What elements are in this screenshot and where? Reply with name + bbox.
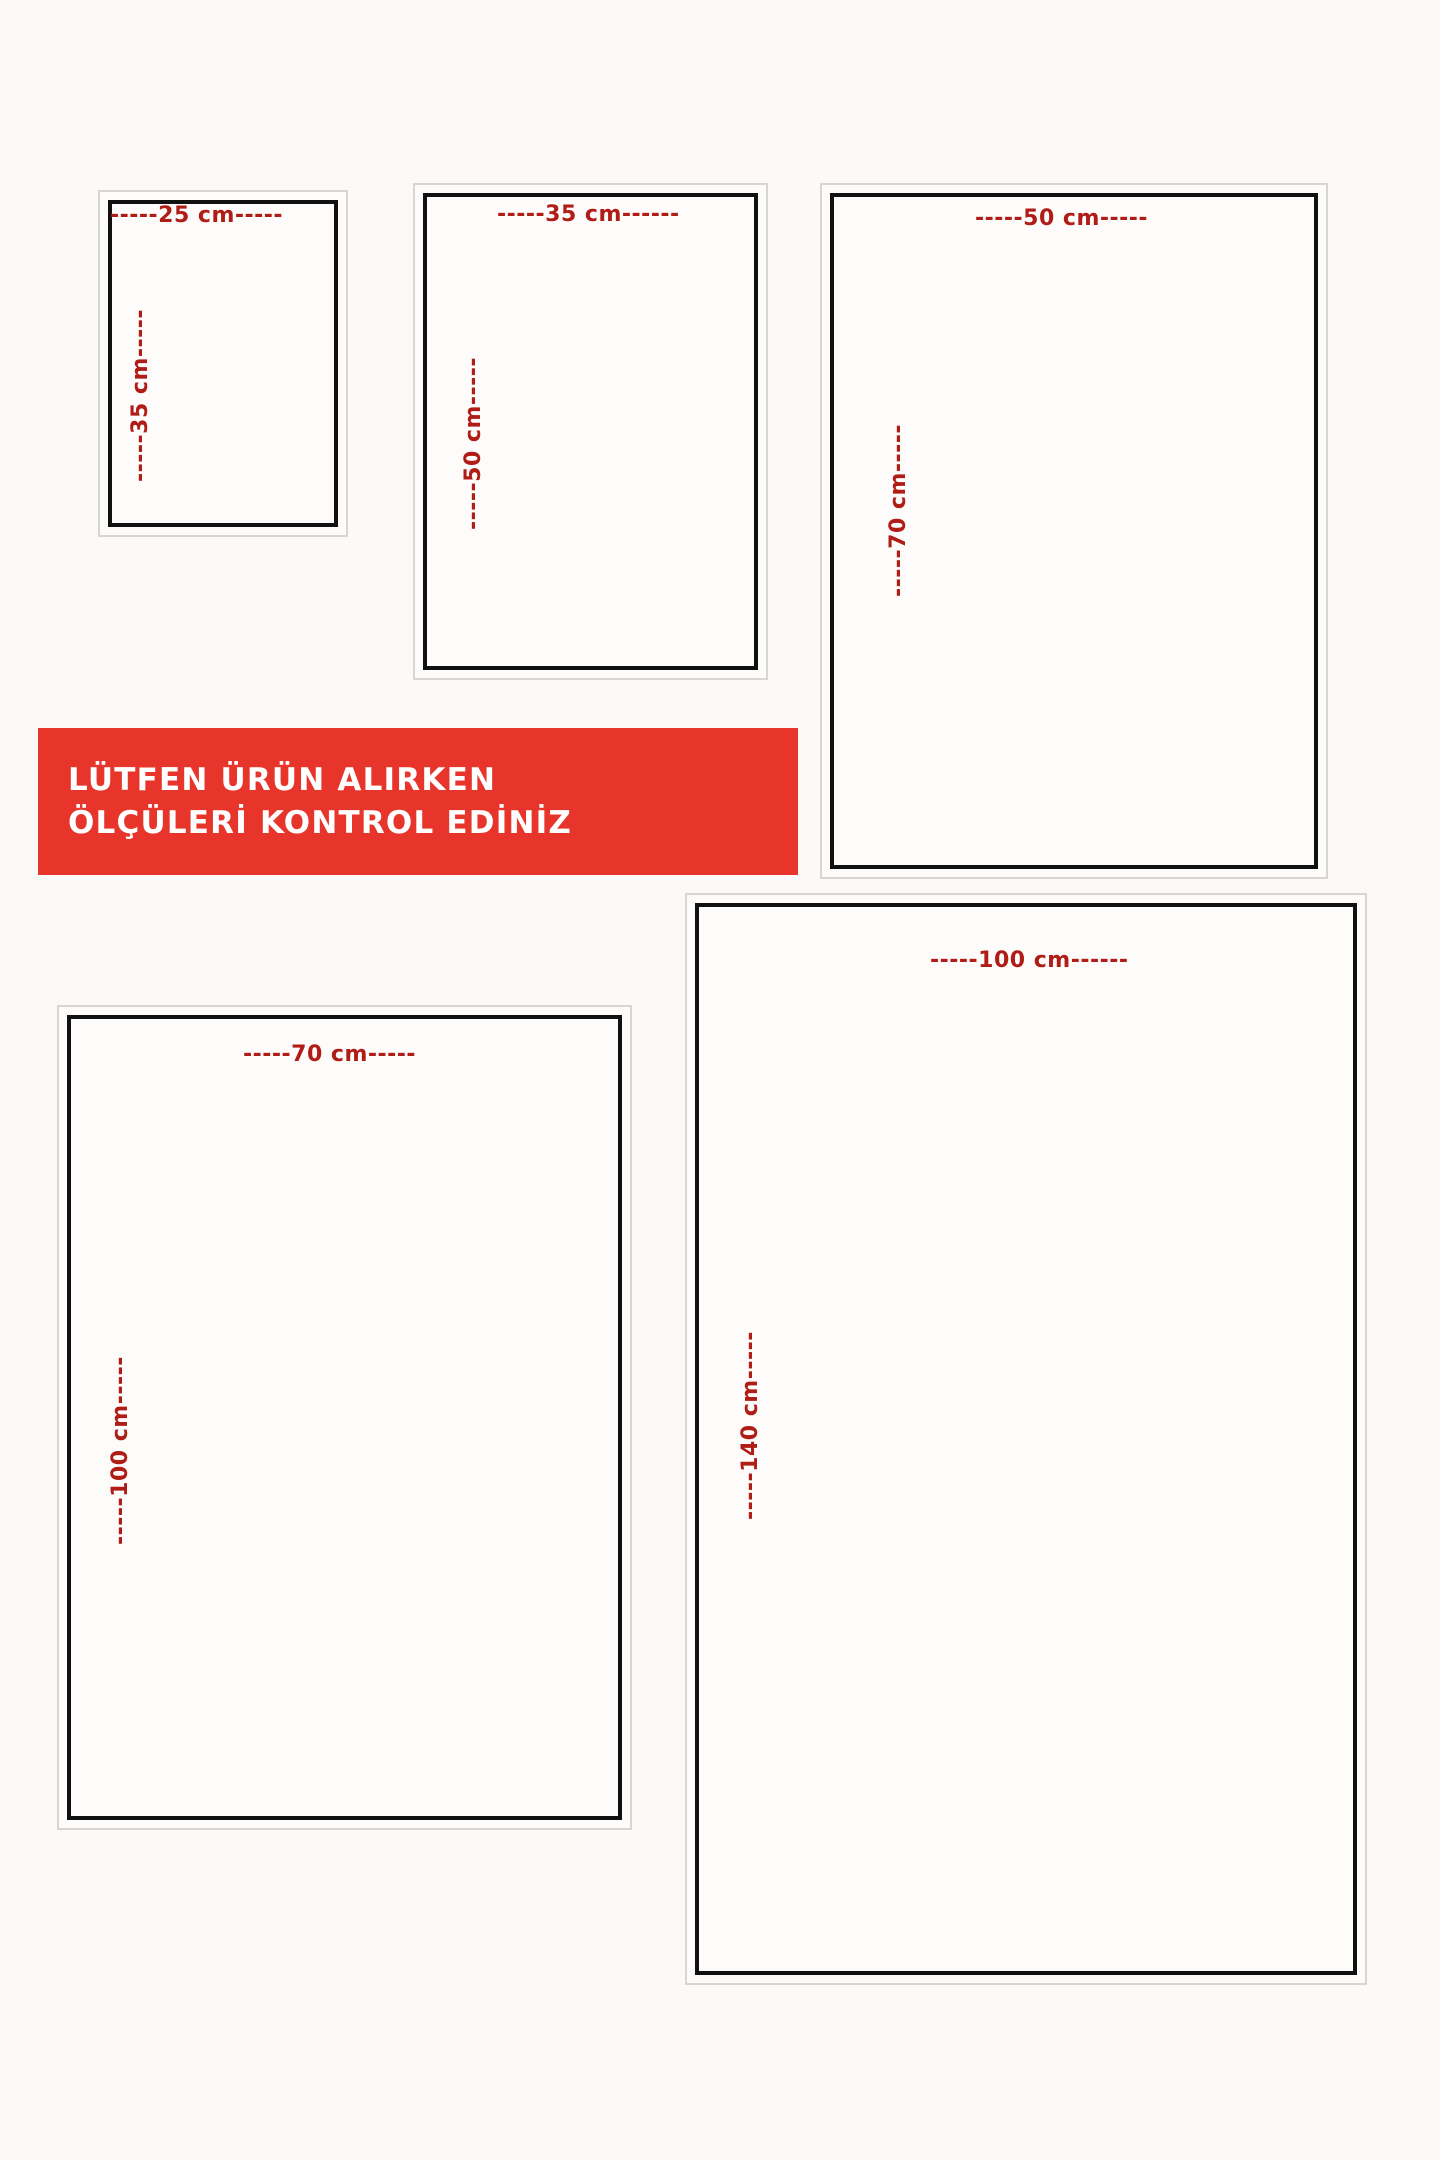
height-label-70x100: -----100 cm----- bbox=[108, 1356, 133, 1545]
warning-line-2: ÖLÇÜLERİ KONTROL EDİNİZ bbox=[68, 804, 572, 841]
width-label-25x35: -----25 cm----- bbox=[110, 203, 284, 228]
size-frame-inner-100x140 bbox=[695, 903, 1357, 1975]
height-label-50x70: -----70 cm----- bbox=[886, 423, 911, 597]
size-frame-100x140 bbox=[685, 893, 1367, 1985]
height-label-25x35: -----35 cm----- bbox=[128, 308, 153, 482]
size-frame-70x100 bbox=[57, 1005, 632, 1830]
size-frame-inner-70x100 bbox=[67, 1015, 622, 1820]
warning-banner bbox=[38, 728, 798, 875]
width-label-100x140: -----100 cm------ bbox=[930, 948, 1129, 973]
warning-line-1: LÜTFEN ÜRÜN ALIRKEN bbox=[68, 761, 497, 798]
width-label-50x70: -----50 cm----- bbox=[975, 206, 1149, 231]
width-label-70x100: -----70 cm----- bbox=[243, 1042, 417, 1067]
height-label-35x50: -----50 cm----- bbox=[461, 356, 486, 530]
width-label-35x50: -----35 cm------ bbox=[497, 202, 680, 227]
height-label-100x140: -----140 cm----- bbox=[738, 1331, 763, 1520]
